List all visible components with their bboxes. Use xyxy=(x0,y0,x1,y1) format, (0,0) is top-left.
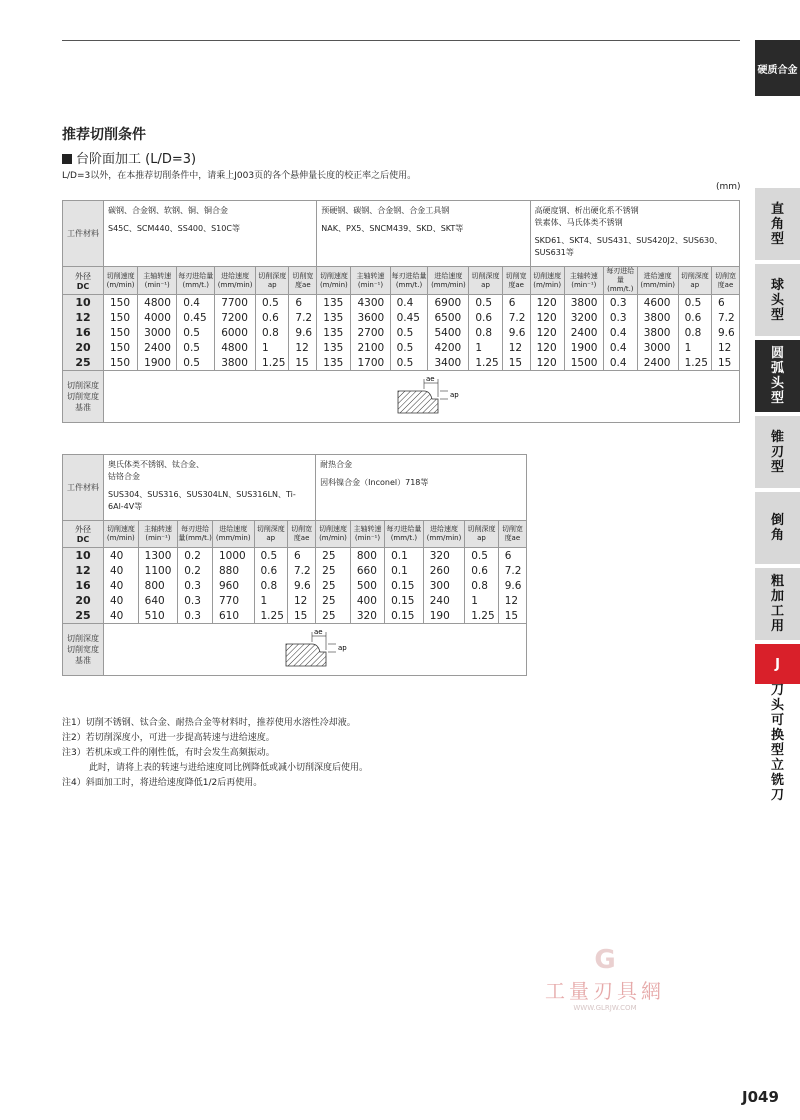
table-cell: 6 xyxy=(289,295,317,311)
table-cell: 25 xyxy=(316,608,351,624)
table-cell: 6 xyxy=(502,295,530,311)
dc-value: 20 xyxy=(63,593,104,608)
watermark-text: 工量刃具網 xyxy=(545,979,665,1003)
table-cell: 12 xyxy=(711,340,739,355)
material-group-5: 耐热合金 因科镍合金（Inconel）718等 xyxy=(316,455,527,521)
svg-text:ae: ae xyxy=(426,375,435,383)
page-title: 推荐切削条件 xyxy=(62,127,146,143)
table-cell: 0.5 xyxy=(256,295,289,311)
table-cell: 120 xyxy=(530,325,564,340)
table-cell: 0.6 xyxy=(469,310,502,325)
material-group-1: 碳钢、合金钢、软钢、铜、铜合金 S45C、SCM440、SS400、S10C等 xyxy=(104,201,317,267)
table-cell: 25 xyxy=(316,578,351,593)
depth-width-diagram-2 xyxy=(106,624,524,672)
column-header: 每刃进给量(mm/t.) xyxy=(390,267,428,295)
table-cell: 4000 xyxy=(138,310,177,325)
column-header: 进给速度(mm/min) xyxy=(637,267,678,295)
table-cell: 4300 xyxy=(351,295,390,311)
table-cell: 0.8 xyxy=(254,578,288,593)
table-cell: 25 xyxy=(316,593,351,608)
depth-basis-label: 切削深度切削宽度基准 xyxy=(63,371,104,423)
table-cell: 120 xyxy=(530,310,564,325)
table-cell: 12 xyxy=(498,593,526,608)
table-row xyxy=(63,295,740,311)
dc-value: 10 xyxy=(63,548,104,564)
dc-value: 10 xyxy=(63,295,104,311)
table-cell: 2400 xyxy=(138,340,177,355)
table-cell: 9.6 xyxy=(498,578,526,593)
table-cell: 0.5 xyxy=(390,325,428,340)
side-tab-ball[interactable]: 球头型 xyxy=(755,264,800,336)
table-cell: 1700 xyxy=(351,355,390,371)
table-cell: 0.5 xyxy=(465,548,499,564)
table-cell: 0.5 xyxy=(177,325,215,340)
column-header: 切削深度ap xyxy=(254,521,288,548)
table-cell: 660 xyxy=(350,563,384,578)
table-cell: 15 xyxy=(502,355,530,371)
table-cell: 240 xyxy=(423,593,465,608)
table-cell: 7200 xyxy=(215,310,256,325)
table-cell: 3000 xyxy=(637,340,678,355)
table-cell: 1 xyxy=(254,593,288,608)
table-cell: 0.1 xyxy=(385,563,424,578)
table-cell: 320 xyxy=(350,608,384,624)
table-cell: 960 xyxy=(212,578,254,593)
column-header: 切削宽度ae xyxy=(711,267,739,295)
dc-header: 外径 DC xyxy=(63,267,104,295)
footnotes xyxy=(62,716,368,791)
table-cell: 5400 xyxy=(428,325,469,340)
table-cell: 0.2 xyxy=(178,563,213,578)
table-row xyxy=(63,340,740,355)
table-cell: 135 xyxy=(317,355,351,371)
table-cell: 25 xyxy=(316,563,351,578)
column-header: 切削深度ap xyxy=(678,267,711,295)
table-cell: 0.3 xyxy=(178,608,213,624)
side-tab-chamfer[interactable]: 倒角 xyxy=(755,492,800,564)
column-header: 切削深度ap xyxy=(465,521,499,548)
table-cell: 500 xyxy=(350,578,384,593)
table-cell: 0.8 xyxy=(256,325,289,340)
watermark-logo-icon: G xyxy=(594,945,616,975)
table-cell: 190 xyxy=(423,608,465,624)
workpiece-label: 工件材料 xyxy=(63,201,104,267)
table-cell: 770 xyxy=(212,593,254,608)
svg-text:ap: ap xyxy=(450,391,459,399)
dc-value: 12 xyxy=(63,310,104,325)
table-cell: 7.2 xyxy=(288,563,316,578)
footnote: 注4）斜面加工时，将进给速度降低1/2后再使用。 xyxy=(62,778,263,788)
table-row xyxy=(63,578,527,593)
table-cell: 640 xyxy=(138,593,178,608)
column-header: 切削速度(m/min) xyxy=(104,521,139,548)
table-cell: 320 xyxy=(423,548,465,564)
table-cell: 40 xyxy=(104,563,139,578)
table-cell: 800 xyxy=(350,548,384,564)
table-cell: 4800 xyxy=(138,295,177,311)
column-header: 切削宽度ae xyxy=(288,521,316,548)
table-cell: 15 xyxy=(711,355,739,371)
table-cell: 0.5 xyxy=(177,355,215,371)
table-cell: 1.25 xyxy=(469,355,502,371)
table-cell: 9.6 xyxy=(288,578,316,593)
table-cell: 120 xyxy=(530,295,564,311)
table-cell: 40 xyxy=(104,548,139,564)
table-cell: 1 xyxy=(469,340,502,355)
table-cell: 800 xyxy=(138,578,178,593)
dc-value: 12 xyxy=(63,563,104,578)
column-header: 每刃进给量(mm/t.) xyxy=(178,521,213,548)
column-header: 切削宽度ae xyxy=(502,267,530,295)
table-cell: 3800 xyxy=(637,310,678,325)
dc-value: 16 xyxy=(63,578,104,593)
table-cell: 150 xyxy=(104,295,138,311)
table-cell: 25 xyxy=(316,548,351,564)
table-cell: 9.6 xyxy=(289,325,317,340)
watermark xyxy=(540,945,670,1012)
footnote: 注3）若机床或工件的刚性低，有时会发生高频振动。 xyxy=(62,748,275,758)
column-header: 每刃进给量(mm/t.) xyxy=(603,267,637,295)
side-tab-section-j[interactable]: J xyxy=(755,644,800,684)
table-cell: 0.3 xyxy=(603,310,637,325)
table-cell: 150 xyxy=(104,340,138,355)
page-number: J049 xyxy=(742,1088,779,1106)
dc-header-2: 外径 DC xyxy=(63,521,104,548)
table-cell: 1100 xyxy=(138,563,178,578)
column-header: 每刃进给量(mm/t.) xyxy=(385,521,424,548)
table-cell: 1.25 xyxy=(256,355,289,371)
table-cell: 0.2 xyxy=(178,548,213,564)
table-cell: 400 xyxy=(350,593,384,608)
column-header: 切削宽度ae xyxy=(498,521,526,548)
table-row xyxy=(63,563,527,578)
column-header: 进给速度(mm/min) xyxy=(215,267,256,295)
side-tab-square[interactable]: 直角型 xyxy=(755,188,800,260)
table-cell: 0.6 xyxy=(256,310,289,325)
material-group-3: 高硬度钢、析出硬化系不锈钢 铁素体、马氏体类不锈钢 SKD61、SKT4、SUS431、SUS420J2、SUS630、SUS631等 xyxy=(530,201,739,267)
table-row xyxy=(63,310,740,325)
table-cell: 4800 xyxy=(215,340,256,355)
bullet-square-icon xyxy=(62,154,72,164)
column-header: 主轴转速(min⁻¹) xyxy=(351,267,390,295)
table-cell: 1900 xyxy=(138,355,177,371)
depth-width-diagram xyxy=(106,371,737,419)
table-cell: 9.6 xyxy=(502,325,530,340)
column-header: 切削速度(m/min) xyxy=(317,267,351,295)
dc-value: 16 xyxy=(63,325,104,340)
table-cell: 0.3 xyxy=(178,578,213,593)
table-cell: 2700 xyxy=(351,325,390,340)
material-group-2: 预硬钢、碳钢、合金钢、合金工具钢 NAK、PX5、SNCM439、SKD、SKT等 xyxy=(317,201,530,267)
table-cell: 15 xyxy=(289,355,317,371)
table-cell: 150 xyxy=(104,325,138,340)
table-cell: 15 xyxy=(288,608,316,624)
depth-basis-label-2: 切削深度切削宽度基准 xyxy=(63,624,104,676)
table-cell: 135 xyxy=(317,325,351,340)
side-section-title: 刀头可换型立铣刀 xyxy=(755,688,800,798)
table-cell: 3400 xyxy=(428,355,469,371)
column-header: 进给速度(mm/min) xyxy=(428,267,469,295)
table-cell: 4200 xyxy=(428,340,469,355)
table-cell: 4600 xyxy=(637,295,678,311)
table-cell: 0.6 xyxy=(678,310,711,325)
svg-text:ap: ap xyxy=(338,644,347,652)
table-cell: 7.2 xyxy=(498,563,526,578)
table-cell: 300 xyxy=(423,578,465,593)
table-cell: 0.6 xyxy=(254,563,288,578)
table-cell: 2400 xyxy=(637,355,678,371)
table-cell: 1.25 xyxy=(254,608,288,624)
depth-diagram-cell xyxy=(104,371,740,423)
table-cell: 0.5 xyxy=(254,548,288,564)
table-cell: 15 xyxy=(498,608,526,624)
table-cell: 260 xyxy=(423,563,465,578)
table-cell: 150 xyxy=(104,355,138,371)
column-header: 主轴转速(min⁻¹) xyxy=(138,267,177,295)
table-cell: 0.6 xyxy=(465,563,499,578)
table-cell: 7.2 xyxy=(502,310,530,325)
table-cell: 1 xyxy=(465,593,499,608)
top-rule xyxy=(62,40,740,41)
table-cell: 0.4 xyxy=(603,355,637,371)
footnote: 注1）切削不锈钢、钛合金、耐热合金等材料时，推荐使用水溶性冷却液。 xyxy=(62,718,356,728)
table-cell: 0.45 xyxy=(177,310,215,325)
section-subtitle: 台阶面加工 (L/D=3) xyxy=(62,148,196,167)
table-cell: 1 xyxy=(678,340,711,355)
table-cell: 135 xyxy=(317,310,351,325)
table-cell: 0.4 xyxy=(390,295,428,311)
table-cell: 6 xyxy=(498,548,526,564)
side-category-header: 硬质合金 xyxy=(755,40,800,96)
table-cell: 7.2 xyxy=(289,310,317,325)
table-cell: 1 xyxy=(256,340,289,355)
table-row xyxy=(63,548,527,564)
table-cell: 150 xyxy=(104,310,138,325)
table-cell: 0.4 xyxy=(603,325,637,340)
table-cell: 3800 xyxy=(564,295,603,311)
table-cell: 0.1 xyxy=(385,548,424,564)
column-header: 切削速度(m/min) xyxy=(104,267,138,295)
column-header: 主轴转速(min⁻¹) xyxy=(350,521,384,548)
table-cell: 6 xyxy=(288,548,316,564)
table-cell: 6 xyxy=(711,295,739,311)
column-header: 切削速度(m/min) xyxy=(530,267,564,295)
table-cell: 0.5 xyxy=(678,295,711,311)
table-cell: 880 xyxy=(212,563,254,578)
table-cell: 0.4 xyxy=(177,295,215,311)
column-header: 进给速度(mm/min) xyxy=(212,521,254,548)
watermark-url: WWW.GLRJW.COM xyxy=(573,1004,637,1012)
column-header: 切削宽度ae xyxy=(289,267,317,295)
table-row xyxy=(63,608,527,624)
footnote: 注2）若切削深度小，可进一步提高转速与进给速度。 xyxy=(62,733,275,743)
table-cell: 1000 xyxy=(212,548,254,564)
table-row xyxy=(63,593,527,608)
table-cell: 610 xyxy=(212,608,254,624)
table-cell: 120 xyxy=(530,340,564,355)
usage-note: L/D=3以外，在本推荐切削条件中，请乘上J003页的各个悬伸量长度的校正率之后使用。 xyxy=(62,171,417,181)
table-cell: 0.5 xyxy=(390,340,428,355)
table-cell: 40 xyxy=(104,578,139,593)
side-tab-roughing[interactable]: 粗加工用 xyxy=(755,568,800,640)
table-cell: 1300 xyxy=(138,548,178,564)
table-cell: 3200 xyxy=(564,310,603,325)
table-cell: 0.5 xyxy=(390,355,428,371)
table-cell: 12 xyxy=(289,340,317,355)
dc-value: 25 xyxy=(63,608,104,624)
table-cell: 12 xyxy=(288,593,316,608)
table-cell: 1500 xyxy=(564,355,603,371)
table-cell: 1900 xyxy=(564,340,603,355)
dc-value: 20 xyxy=(63,340,104,355)
table-cell: 1.25 xyxy=(465,608,499,624)
table-row xyxy=(63,355,740,371)
table-cell: 9.6 xyxy=(711,325,739,340)
column-header: 主轴转速(min⁻¹) xyxy=(138,521,178,548)
table-cell: 3000 xyxy=(138,325,177,340)
column-header: 进给速度(mm/min) xyxy=(423,521,465,548)
table-cell: 3800 xyxy=(637,325,678,340)
table-cell: 0.8 xyxy=(678,325,711,340)
table-cell: 0.15 xyxy=(385,593,424,608)
side-tab-taper[interactable]: 锥刃型 xyxy=(755,416,800,488)
column-header: 切削深度ap xyxy=(256,267,289,295)
table-cell: 6000 xyxy=(215,325,256,340)
material-group-4: 奥氏体类不锈钢、钛合金、 钴铬合金 SUS304、SUS316、SUS304LN、SUS316LN、Ti-6Al-4V等 xyxy=(104,455,316,521)
table-cell: 135 xyxy=(317,295,351,311)
unit-label: (mm) xyxy=(716,182,741,192)
svg-text:ae: ae xyxy=(314,628,323,636)
cutting-conditions-table-1 xyxy=(62,200,740,423)
dc-value: 25 xyxy=(63,355,104,371)
footnote: 此时，请将上表的转速与进给速度同比例降低或减小切削深度后使用。 xyxy=(62,763,369,773)
column-header: 每刃进给量(mm/t.) xyxy=(177,267,215,295)
cutting-conditions-table-2 xyxy=(62,454,527,676)
table-cell: 12 xyxy=(502,340,530,355)
table-cell: 0.15 xyxy=(385,608,424,624)
table-cell: 2400 xyxy=(564,325,603,340)
table-cell: 40 xyxy=(104,593,139,608)
column-header: 主轴转速(min⁻¹) xyxy=(564,267,603,295)
column-header: 切削深度ap xyxy=(469,267,502,295)
table-cell: 0.5 xyxy=(469,295,502,311)
table-cell: 0.3 xyxy=(178,593,213,608)
table-cell: 0.3 xyxy=(603,295,637,311)
table-cell: 0.15 xyxy=(385,578,424,593)
table-cell: 0.8 xyxy=(465,578,499,593)
table-cell: 0.5 xyxy=(177,340,215,355)
column-header: 切削速度(m/min) xyxy=(316,521,351,548)
table-cell: 0.4 xyxy=(603,340,637,355)
table-cell: 1.25 xyxy=(678,355,711,371)
table-cell: 3800 xyxy=(215,355,256,371)
table-cell: 135 xyxy=(317,340,351,355)
table-cell: 120 xyxy=(530,355,564,371)
table-cell: 6500 xyxy=(428,310,469,325)
table-cell: 6900 xyxy=(428,295,469,311)
workpiece-label-2: 工件材料 xyxy=(63,455,104,521)
table-cell: 0.8 xyxy=(469,325,502,340)
table-cell: 7.2 xyxy=(711,310,739,325)
table-cell: 0.45 xyxy=(390,310,428,325)
side-tab-radius[interactable]: 圆弧头型 xyxy=(755,340,800,412)
table-row xyxy=(63,325,740,340)
table-cell: 510 xyxy=(138,608,178,624)
table-cell: 2100 xyxy=(351,340,390,355)
table-cell: 7700 xyxy=(215,295,256,311)
table-cell: 40 xyxy=(104,608,139,624)
table-cell: 3600 xyxy=(351,310,390,325)
depth-diagram-cell-2 xyxy=(104,624,527,676)
